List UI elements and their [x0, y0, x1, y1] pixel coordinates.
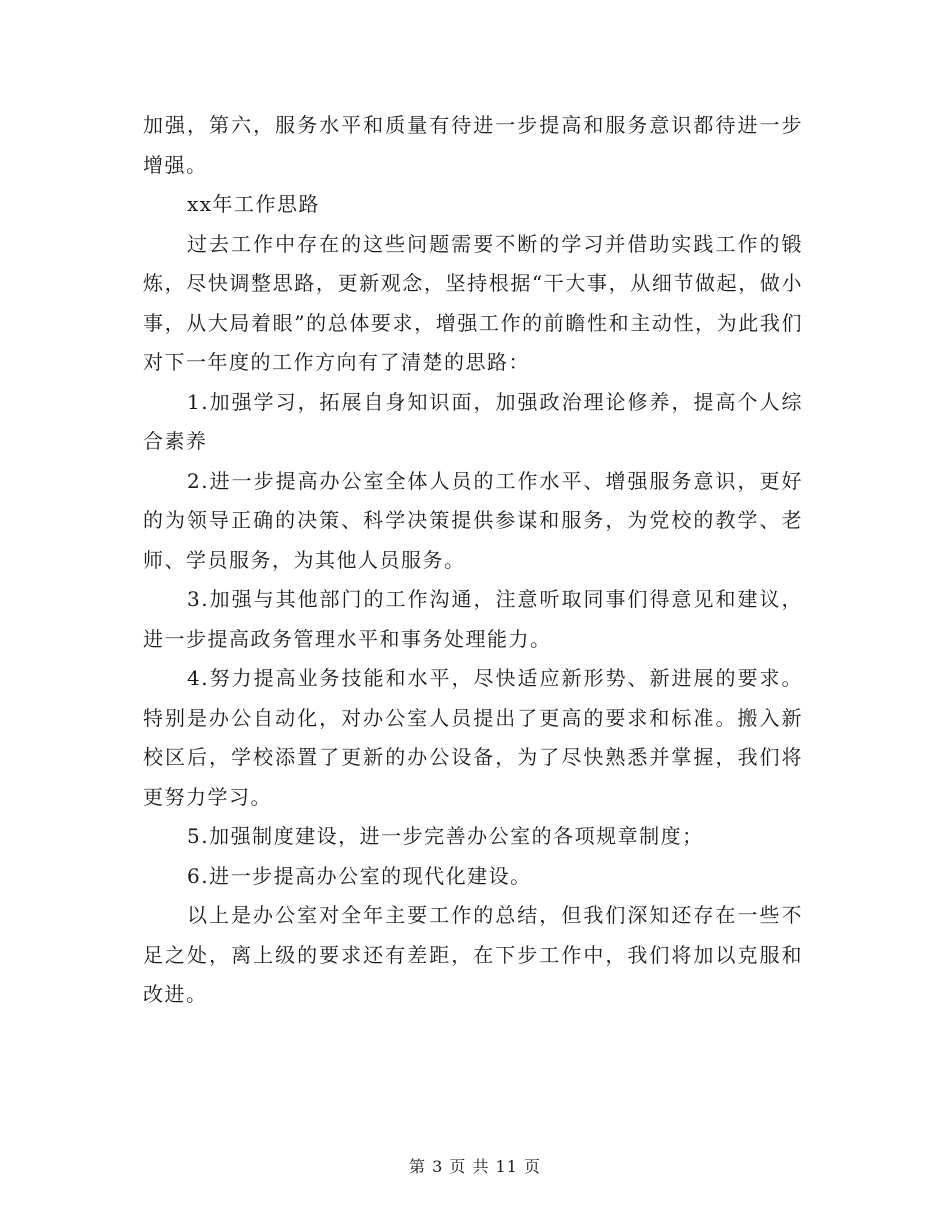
- paragraph-conclusion: 以上是办公室对全年主要工作的总结，但我们深知还存在一些不足之处，离上级的要求还有差距，在下步工作中，我们将加以克服和改进。: [143, 903, 803, 1006]
- list-item-5: 5.加强制度建设，进一步完善办公室的各项规章制度；: [187, 824, 704, 848]
- paragraph-continuation: 加强，第六，服务水平和质量有待进一步提高和服务意识都待进一步增强。: [143, 113, 803, 177]
- list-item-6: 6.进一步提高办公室的现代化建设。: [187, 863, 532, 888]
- list-item-4: 4.努力提高业务技能和水平，尽快适应新形势、新进展的要求。特别是办公自动化，对办公室人员提出了更高的要求和标准。搬入新校区后，学校添置了更新的办公设备，为了尽快熟悉并掌握，我们将更努力学习。: [143, 666, 803, 809]
- paragraph-intro: 过去工作中存在的这些问题需要不断的学习并借助实践工作的锻炼，尽快调整思路，更新观念，坚持根据“干大事，从细节做起，做小事，从大局着眼”的总体要求，增强工作的前瞻性和主动性，为此我们对下一年度的工作方向有了清楚的思路：: [143, 231, 803, 374]
- page-number-footer: 第 3 页 共 11 页: [409, 1157, 541, 1176]
- list-item-3: 3.加强与其他部门的工作沟通，注意听取同事们得意见和建议，进一步提高政务管理水平和事务处理能力。: [143, 587, 803, 651]
- list-item-2: 2.进一步提高办公室全体人员的工作水平、增强服务意识，更好的为领导正确的决策、科学决策提供参谋和服务，为党校的教学、老师、学员服务，为其他人员服务。: [143, 468, 803, 572]
- section-heading: xx年工作思路: [187, 192, 321, 216]
- list-item-1: 1.加强学习，拓展自身知识面，加强政治理论修养，提高个人综合素养: [143, 389, 803, 453]
- document-body: [143, 106, 803, 1015]
